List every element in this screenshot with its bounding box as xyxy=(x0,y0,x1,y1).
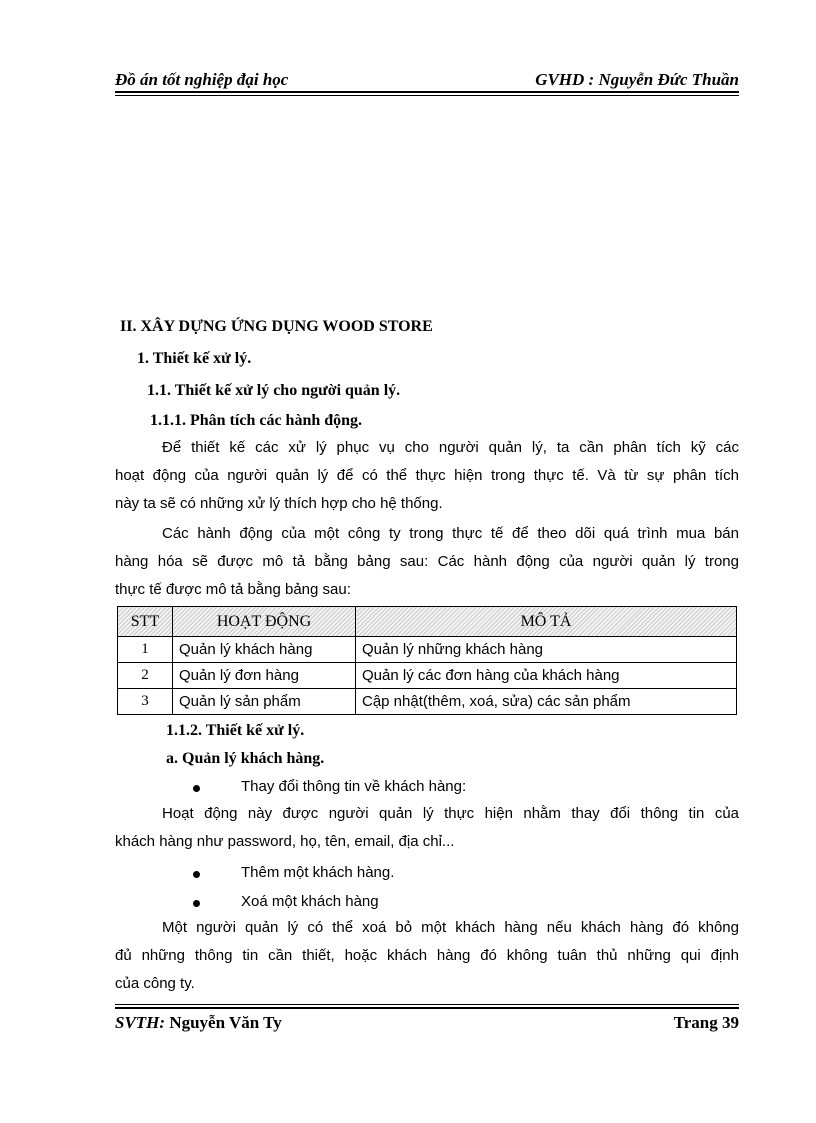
paragraph-3-line-1: Hoạt động này được người quản lý thực hiện nhằm thay đổi thông tin của xyxy=(162,805,739,822)
table-row xyxy=(118,637,737,663)
section-heading-1-1: 1.1. Thiết kế xử lý cho người quản lý. xyxy=(147,382,401,399)
header-supervisor: GVHD : Nguyễn Đức Thuần xyxy=(535,70,739,89)
bullet-text: Thêm một khách hàng. xyxy=(241,864,395,881)
paragraph-2-line-2: hàng hóa sẽ được mô tả bằng bảng sau: Các hành động của người quản lý trong xyxy=(115,553,739,570)
bullet-text: Xoá một khách hàng xyxy=(241,893,379,910)
section-heading-1-1-1: 1.1.1. Phân tích các hành động. xyxy=(150,412,363,429)
table-header-row xyxy=(118,607,737,637)
header-rule xyxy=(115,91,739,93)
activity-table xyxy=(117,606,737,715)
footer-rule-thin xyxy=(115,1004,739,1005)
paragraph-4-line-1: Một người quản lý có thể xoá bỏ một khách hàng nếu khách hàng đó không xyxy=(162,919,739,936)
table-cell-activity: Quản lý khách hàng xyxy=(173,637,356,663)
bullet-dot-icon xyxy=(193,900,200,907)
header-rule-thin xyxy=(115,95,739,96)
header-title: Đồ án tốt nghiệp đại học xyxy=(115,70,289,89)
table-cell-activity: Quản lý đơn hàng xyxy=(173,663,356,689)
paragraph-1-line-1: Để thiết kế các xử lý phục vụ cho người quản lý, ta cần phân tích kỹ các xyxy=(162,439,739,456)
paragraph-3-line-2: khách hàng như password, họ, tên, email, địa chỉ... xyxy=(115,833,455,850)
section-heading-1: 1. Thiết kế xử lý. xyxy=(137,350,252,367)
table-row xyxy=(118,663,737,689)
page-number: Trang 39 xyxy=(673,1013,739,1032)
table-cell-description: Cập nhật(thêm, xoá, sửa) các sản phẩm xyxy=(356,689,737,715)
paragraph-2-line-1: Các hành động của một công ty trong thực tế để theo dõi quá trình mua bán xyxy=(162,525,739,542)
paragraph-1-line-3: này ta sẽ có những xử lý thích hợp cho hệ thống. xyxy=(115,495,443,512)
paragraph-4-line-2: đủ những thông tin cần thiết, hoặc khách hàng đó không tuân thủ những qui định xyxy=(115,947,739,964)
table-row xyxy=(118,689,737,715)
footer-student xyxy=(115,1013,282,1033)
table-header-activity: HOẠT ĐỘNG xyxy=(173,607,356,637)
table-cell-stt: 1 xyxy=(118,637,173,663)
page-header xyxy=(115,66,739,90)
table-cell-description: Quản lý các đơn hàng của khách hàng xyxy=(356,663,737,689)
paragraph-2-line-3: thực tế được mô tả bằng bảng sau: xyxy=(115,581,351,598)
bullet-dot-icon xyxy=(193,785,200,792)
table-cell-description: Quản lý những khách hàng xyxy=(356,637,737,663)
paragraph-4-line-3: của công ty. xyxy=(115,975,195,992)
table-header-description: MÔ TẢ xyxy=(356,607,737,637)
table-cell-stt: 2 xyxy=(118,663,173,689)
section-heading-ii: II. XÂY DỰNG ỨNG DỤNG WOOD STORE xyxy=(120,318,433,335)
table-cell-activity: Quản lý sản phẩm xyxy=(173,689,356,715)
table-cell-stt: 3 xyxy=(118,689,173,715)
footer-rule xyxy=(115,1007,739,1009)
footer-student-label: SVTH: xyxy=(115,1013,166,1032)
footer-student-name: Nguyễn Văn Ty xyxy=(169,1013,282,1032)
paragraph-1-line-2: hoạt động của người quản lý để có thể thực hiện trong thực tế. Và từ sự phân tích xyxy=(115,467,739,484)
section-heading-1-1-2: 1.1.2. Thiết kế xử lý. xyxy=(166,722,305,739)
bullet-dot-icon xyxy=(193,871,200,878)
bullet-text: Thay đổi thông tin về khách hàng: xyxy=(241,778,467,795)
section-heading-a: a. Quản lý khách hàng. xyxy=(166,750,325,767)
table-header-stt: STT xyxy=(118,607,173,637)
